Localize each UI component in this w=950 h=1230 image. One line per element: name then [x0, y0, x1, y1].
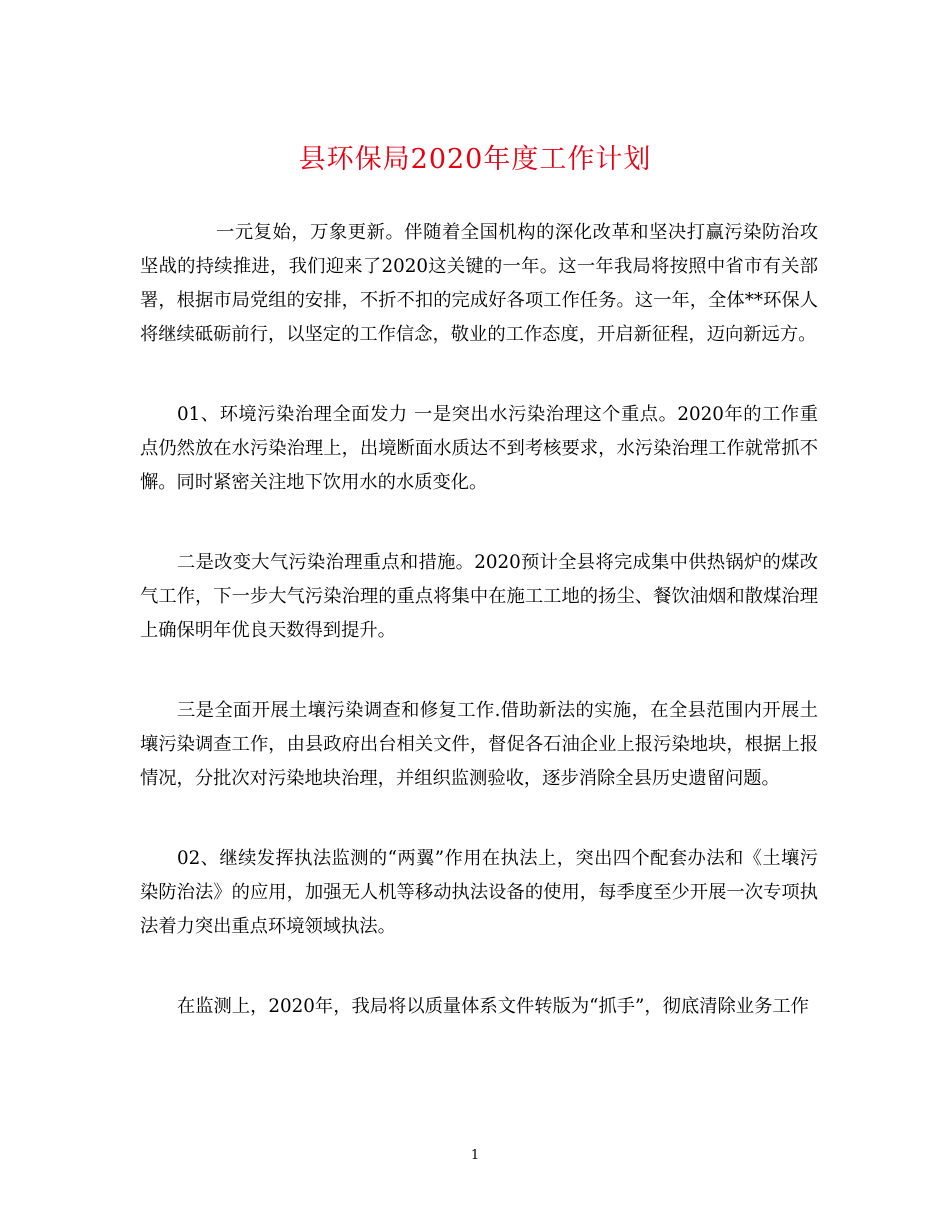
paragraph-gap: [140, 500, 818, 546]
document-body: [140, 216, 818, 1024]
paragraph-gap: [140, 352, 818, 398]
paragraph-intro: 一元复始，万象更新。伴随着全国机构的深化改革和坚决打赢污染防治攻坚战的持续推进，我们迎来了2020这关键的一年。这一年我局将按照中省市有关部署，根据市局党组的安排，不折不扣的完成好各项工作任务。这一年，全体**环保人将继续砥砺前行，以坚定的工作信念，敬业的工作态度，开启新征程，迈向新远方。: [140, 222, 818, 345]
paragraph-air-pollution: 二是改变大气污染治理重点和措施。2020预计全县将完成集中供热锅炉的煤改气工作，下一步大气污染治理的重点将集中在施工工地的扬尘、餐饮油烟和散煤治理上确保明年优良天数得到提升。: [140, 552, 818, 641]
document-title: 县环保局2020年度工作计划: [298, 144, 652, 175]
paragraph-soil-pollution: 三是全面开展土壤污染调查和修复工作.借助新法的实施，在全县范围内开展土壤污染调查工作，由县政府出台相关文件，督促各石油企业上报污染地块，根据上报情况，分批次对污染地块治理，并组织监测验收，逐步消除全县历史遗留问题。: [140, 700, 818, 789]
paragraph-monitoring: 在监测上，2020年，我局将以质量体系文件转版为“抓手”，彻底清除业务工作: [177, 996, 809, 1017]
paragraph-enforcement: 02、继续发挥执法监测的“两翼”作用在执法上，突出四个配套办法和《土壤污染防治法》的应用，加强无人机等移动执法设备的使用，每季度至少开展一次专项执法着力突出重点环境领域执法。: [140, 848, 818, 937]
paragraph-gap: [140, 944, 818, 990]
paragraph-pollution-control: 01、环境污染治理全面发力 一是突出水污染治理这个重点。2020年的工作重点仍然放在水污染治理上，出境断面水质达不到考核要求，水污染治理工作就常抓不懈。同时紧密关注地下饮用水的水质变化。: [140, 404, 818, 493]
paragraph-gap: [140, 648, 818, 694]
paragraph-gap: [140, 796, 818, 842]
page-number: 1: [470, 1148, 480, 1163]
